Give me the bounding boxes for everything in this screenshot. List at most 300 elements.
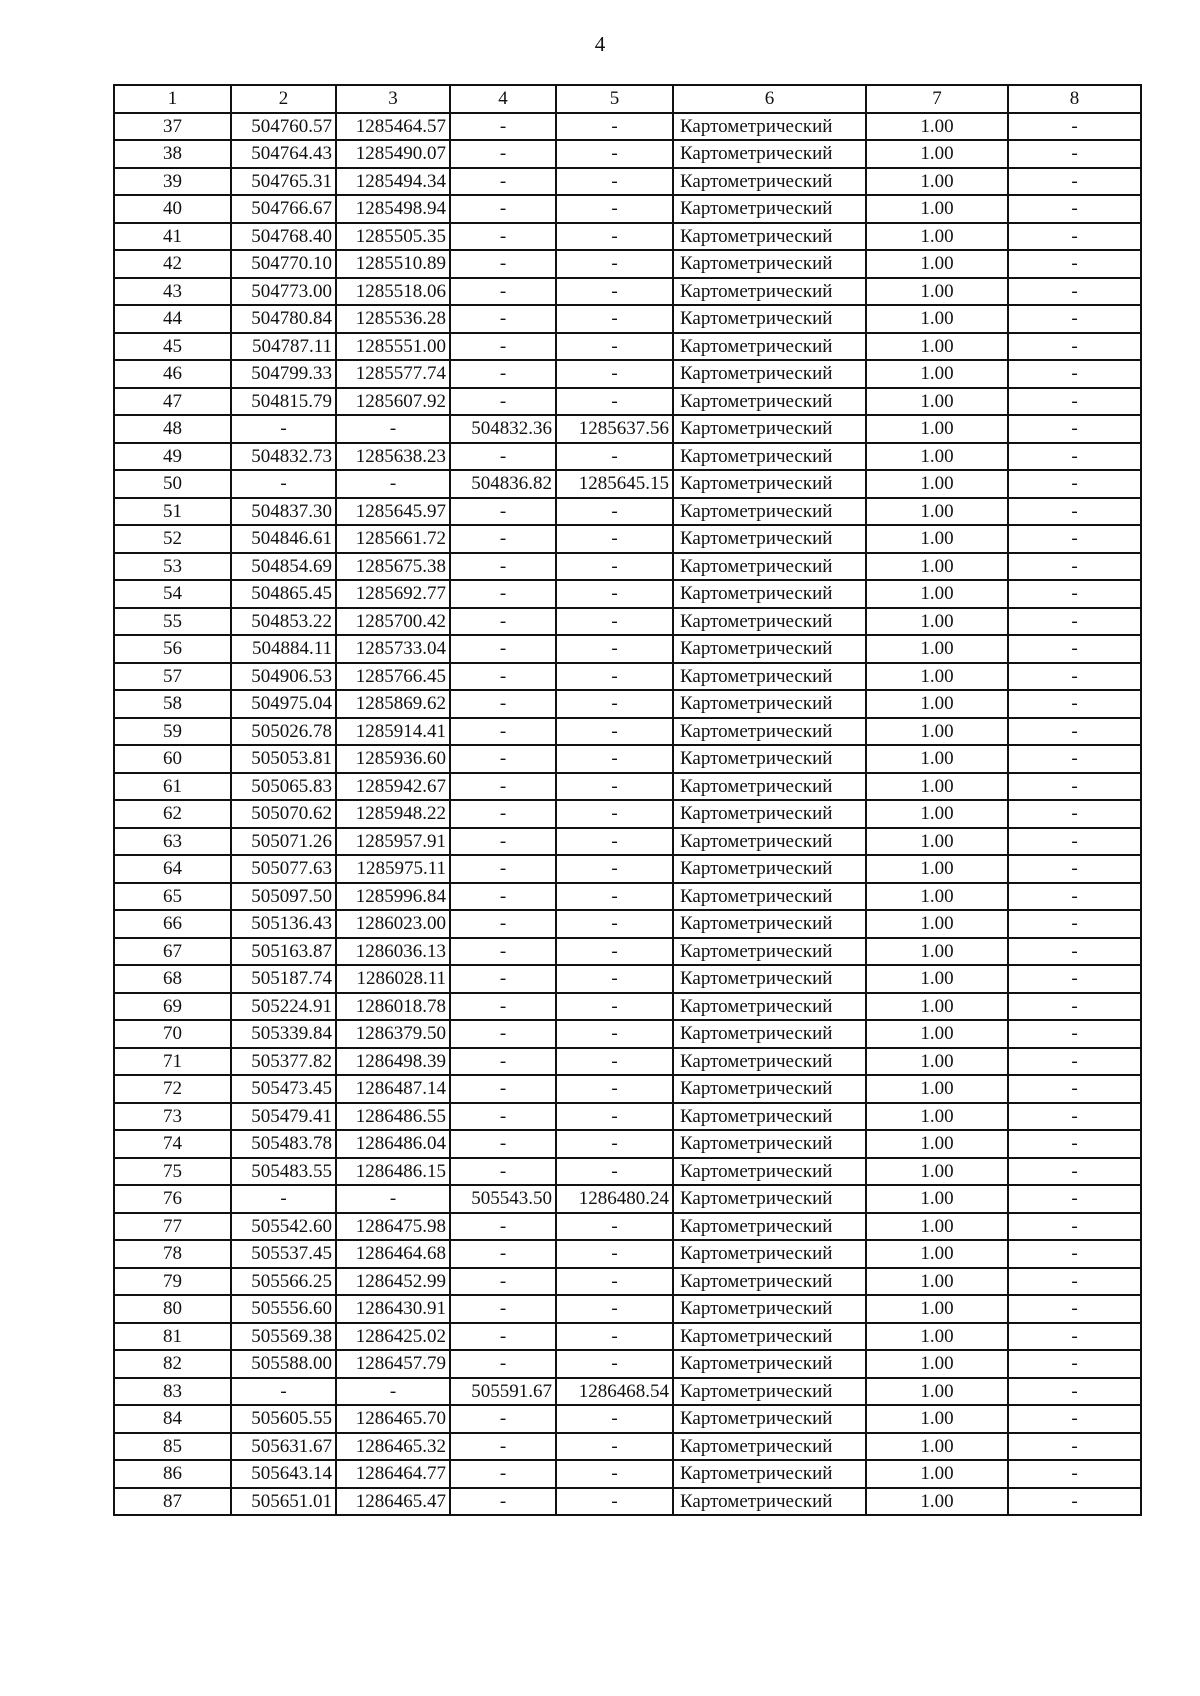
y-coordinate-cell: 1285975.11 [336,855,450,883]
note-cell: - [1008,525,1141,553]
method-cell: Картометрический [673,250,866,278]
table-row [114,1268,1141,1296]
accuracy-cell: 1.00 [866,1240,1008,1268]
y-coordinate-alt-cell: - [556,250,673,278]
x-coordinate-alt-cell: - [450,635,556,663]
y-coordinate-cell: 1286475.98 [336,1213,450,1241]
y-coordinate-alt-cell: - [556,800,673,828]
method-cell: Картометрический [673,1185,866,1213]
accuracy-cell: 1.00 [866,195,1008,223]
note-cell: - [1008,1488,1141,1516]
point-number-cell: 60 [114,745,231,773]
coordinates-table [113,84,1142,1516]
y-coordinate-alt-cell: - [556,1460,673,1488]
x-coordinate-alt-cell: - [450,388,556,416]
method-cell: Картометрический [673,855,866,883]
x-coordinate-alt-cell: - [450,938,556,966]
accuracy-cell: 1.00 [866,525,1008,553]
accuracy-cell: 1.00 [866,773,1008,801]
method-cell: Картометрический [673,1103,866,1131]
y-coordinate-cell: 1285510.89 [336,250,450,278]
y-coordinate-cell: 1285869.62 [336,690,450,718]
note-cell: - [1008,855,1141,883]
note-cell: - [1008,250,1141,278]
x-coordinate-cell: 505569.38 [231,1323,336,1351]
table-row [114,360,1141,388]
method-cell: Картометрический [673,360,866,388]
point-number-cell: 80 [114,1295,231,1323]
point-number-cell: 63 [114,828,231,856]
accuracy-cell: 1.00 [866,443,1008,471]
note-cell: - [1008,333,1141,361]
y-coordinate-cell: 1285505.35 [336,223,450,251]
method-cell: Картометрический [673,223,866,251]
x-coordinate-alt-cell: - [450,223,556,251]
x-coordinate-cell: 504975.04 [231,690,336,718]
x-coordinate-alt-cell: - [450,745,556,773]
table-row [114,278,1141,306]
y-coordinate-alt-cell: - [556,140,673,168]
y-coordinate-cell: 1286430.91 [336,1295,450,1323]
note-cell: - [1008,140,1141,168]
x-coordinate-cell: 505588.00 [231,1350,336,1378]
point-number-cell: 54 [114,580,231,608]
point-number-cell: 68 [114,965,231,993]
method-cell: Картометрический [673,305,866,333]
x-coordinate-alt-cell: - [450,1295,556,1323]
x-coordinate-alt-cell: - [450,278,556,306]
accuracy-cell: 1.00 [866,1075,1008,1103]
method-cell: Картометрический [673,553,866,581]
x-coordinate-alt-cell: - [450,1240,556,1268]
y-coordinate-alt-cell: - [556,1130,673,1158]
table-row [114,800,1141,828]
column-header-2: 2 [231,85,336,113]
y-coordinate-alt-cell: - [556,1240,673,1268]
y-coordinate-alt-cell: - [556,1323,673,1351]
x-coordinate-alt-cell: - [450,718,556,746]
y-coordinate-alt-cell: - [556,1158,673,1186]
point-number-cell: 41 [114,223,231,251]
point-number-cell: 43 [114,278,231,306]
accuracy-cell: 1.00 [866,498,1008,526]
note-cell: - [1008,1048,1141,1076]
x-coordinate-cell: 504768.40 [231,223,336,251]
x-coordinate-alt-cell: - [450,360,556,388]
table-row [114,883,1141,911]
point-number-cell: 40 [114,195,231,223]
x-coordinate-cell: 505566.25 [231,1268,336,1296]
note-cell: - [1008,745,1141,773]
x-coordinate-cell: 505053.81 [231,745,336,773]
accuracy-cell: 1.00 [866,1323,1008,1351]
x-coordinate-alt-cell: - [450,1488,556,1516]
x-coordinate-cell: 505631.67 [231,1433,336,1461]
y-coordinate-alt-cell: - [556,113,673,141]
note-cell: - [1008,1103,1141,1131]
y-coordinate-cell: 1286486.55 [336,1103,450,1131]
y-coordinate-alt-cell: - [556,910,673,938]
table-row [114,1323,1141,1351]
method-cell: Картометрический [673,800,866,828]
y-coordinate-alt-cell: - [556,305,673,333]
method-cell: Картометрический [673,388,866,416]
y-coordinate-cell: 1286018.78 [336,993,450,1021]
x-coordinate-alt-cell: - [450,1130,556,1158]
note-cell: - [1008,388,1141,416]
note-cell: - [1008,305,1141,333]
y-coordinate-cell: 1285498.94 [336,195,450,223]
accuracy-cell: 1.00 [866,140,1008,168]
table-row [114,1185,1141,1213]
method-cell: Картометрический [673,1130,866,1158]
y-coordinate-alt-cell: - [556,1350,673,1378]
x-coordinate-alt-cell: - [450,195,556,223]
table-header-row [114,85,1141,113]
note-cell: - [1008,415,1141,443]
note-cell: - [1008,278,1141,306]
note-cell: - [1008,223,1141,251]
note-cell: - [1008,1433,1141,1461]
method-cell: Картометрический [673,1350,866,1378]
point-number-cell: 74 [114,1130,231,1158]
y-coordinate-alt-cell: - [556,773,673,801]
accuracy-cell: 1.00 [866,113,1008,141]
note-cell: - [1008,608,1141,636]
x-coordinate-cell: 505479.41 [231,1103,336,1131]
note-cell: - [1008,663,1141,691]
accuracy-cell: 1.00 [866,1295,1008,1323]
x-coordinate-cell: 505651.01 [231,1488,336,1516]
point-number-cell: 37 [114,113,231,141]
x-coordinate-cell: 505483.78 [231,1130,336,1158]
method-cell: Картометрический [673,938,866,966]
y-coordinate-cell: 1285494.34 [336,168,450,196]
x-coordinate-alt-cell: - [450,1158,556,1186]
table-row [114,745,1141,773]
accuracy-cell: 1.00 [866,1433,1008,1461]
point-number-cell: 69 [114,993,231,1021]
y-coordinate-cell: 1286023.00 [336,910,450,938]
table-row [114,718,1141,746]
y-coordinate-alt-cell: - [556,1048,673,1076]
x-coordinate-alt-cell: - [450,113,556,141]
point-number-cell: 73 [114,1103,231,1131]
x-coordinate-cell: 505065.83 [231,773,336,801]
y-coordinate-alt-cell: - [556,608,673,636]
method-cell: Картометрический [673,1240,866,1268]
method-cell: Картометрический [673,1405,866,1433]
y-coordinate-alt-cell: - [556,938,673,966]
x-coordinate-alt-cell: 504836.82 [450,470,556,498]
x-coordinate-alt-cell: 504832.36 [450,415,556,443]
note-cell: - [1008,1378,1141,1406]
method-cell: Картометрический [673,580,866,608]
note-cell: - [1008,718,1141,746]
column-header-5: 5 [556,85,673,113]
y-coordinate-cell: 1286464.68 [336,1240,450,1268]
y-coordinate-cell: 1285700.42 [336,608,450,636]
y-coordinate-cell: 1285914.41 [336,718,450,746]
table-row [114,1048,1141,1076]
y-coordinate-cell: 1285661.72 [336,525,450,553]
table-row [114,1075,1141,1103]
accuracy-cell: 1.00 [866,250,1008,278]
y-coordinate-cell: 1285464.57 [336,113,450,141]
y-coordinate-cell: - [336,1378,450,1406]
y-coordinate-cell: 1285996.84 [336,883,450,911]
y-coordinate-cell: 1285551.00 [336,333,450,361]
x-coordinate-cell: 504906.53 [231,663,336,691]
x-coordinate-alt-cell: 505543.50 [450,1185,556,1213]
table-row [114,938,1141,966]
table-row [114,1213,1141,1241]
method-cell: Картометрический [673,993,866,1021]
page-number: 4 [594,32,606,56]
method-cell: Картометрический [673,773,866,801]
table-row [114,470,1141,498]
y-coordinate-cell: 1285766.45 [336,663,450,691]
method-cell: Картометрический [673,690,866,718]
x-coordinate-alt-cell: - [450,333,556,361]
y-coordinate-cell: 1285536.28 [336,305,450,333]
point-number-cell: 58 [114,690,231,718]
x-coordinate-alt-cell: - [450,1405,556,1433]
note-cell: - [1008,965,1141,993]
x-coordinate-cell: 504765.31 [231,168,336,196]
note-cell: - [1008,580,1141,608]
y-coordinate-alt-cell: - [556,278,673,306]
accuracy-cell: 1.00 [866,580,1008,608]
table-row [114,250,1141,278]
x-coordinate-cell: 505377.82 [231,1048,336,1076]
point-number-cell: 67 [114,938,231,966]
method-cell: Картометрический [673,1268,866,1296]
y-coordinate-alt-cell: - [556,525,673,553]
y-coordinate-cell: 1285638.23 [336,443,450,471]
x-coordinate-alt-cell: - [450,1103,556,1131]
method-cell: Картометрический [673,195,866,223]
accuracy-cell: 1.00 [866,1460,1008,1488]
note-cell: - [1008,828,1141,856]
method-cell: Картометрический [673,1048,866,1076]
y-coordinate-alt-cell: - [556,498,673,526]
note-cell: - [1008,443,1141,471]
accuracy-cell: 1.00 [866,360,1008,388]
table-row [114,828,1141,856]
method-cell: Картометрический [673,608,866,636]
table-row [114,1378,1141,1406]
method-cell: Картометрический [673,1158,866,1186]
note-cell: - [1008,470,1141,498]
x-coordinate-alt-cell: - [450,690,556,718]
point-number-cell: 49 [114,443,231,471]
method-cell: Картометрический [673,883,866,911]
x-coordinate-alt-cell: - [450,1020,556,1048]
y-coordinate-cell: 1286486.15 [336,1158,450,1186]
note-cell: - [1008,635,1141,663]
point-number-cell: 50 [114,470,231,498]
point-number-cell: 46 [114,360,231,388]
x-coordinate-alt-cell: - [450,855,556,883]
accuracy-cell: 1.00 [866,1185,1008,1213]
table-row [114,388,1141,416]
y-coordinate-cell: 1286036.13 [336,938,450,966]
x-coordinate-cell: 505187.74 [231,965,336,993]
note-cell: - [1008,1130,1141,1158]
point-number-cell: 70 [114,1020,231,1048]
table-row [114,855,1141,883]
y-coordinate-alt-cell: - [556,1213,673,1241]
accuracy-cell: 1.00 [866,305,1008,333]
accuracy-cell: 1.00 [866,828,1008,856]
y-coordinate-alt-cell: - [556,1488,673,1516]
point-number-cell: 84 [114,1405,231,1433]
point-number-cell: 71 [114,1048,231,1076]
x-coordinate-cell: 504773.00 [231,278,336,306]
method-cell: Картометрический [673,1378,866,1406]
x-coordinate-alt-cell: - [450,1433,556,1461]
accuracy-cell: 1.00 [866,690,1008,718]
method-cell: Картометрический [673,718,866,746]
point-number-cell: 83 [114,1378,231,1406]
method-cell: Картометрический [673,1295,866,1323]
y-coordinate-alt-cell: - [556,1433,673,1461]
note-cell: - [1008,1460,1141,1488]
table-row [114,168,1141,196]
note-cell: - [1008,195,1141,223]
column-header-1: 1 [114,85,231,113]
note-cell: - [1008,498,1141,526]
x-coordinate-alt-cell: - [450,250,556,278]
x-coordinate-cell: 505224.91 [231,993,336,1021]
table-row [114,1433,1141,1461]
accuracy-cell: 1.00 [866,1103,1008,1131]
accuracy-cell: 1.00 [866,993,1008,1021]
x-coordinate-alt-cell: - [450,140,556,168]
accuracy-cell: 1.00 [866,1350,1008,1378]
x-coordinate-cell: 504815.79 [231,388,336,416]
table-row [114,1295,1141,1323]
y-coordinate-cell: 1286028.11 [336,965,450,993]
x-coordinate-cell: 505537.45 [231,1240,336,1268]
x-coordinate-cell: - [231,415,336,443]
x-coordinate-alt-cell: - [450,773,556,801]
y-coordinate-alt-cell: - [556,1103,673,1131]
x-coordinate-cell: 505026.78 [231,718,336,746]
accuracy-cell: 1.00 [866,938,1008,966]
x-coordinate-cell: 505077.63 [231,855,336,883]
method-cell: Картометрический [673,1433,866,1461]
accuracy-cell: 1.00 [866,278,1008,306]
x-coordinate-alt-cell: - [450,1460,556,1488]
point-number-cell: 47 [114,388,231,416]
x-coordinate-cell: 505483.55 [231,1158,336,1186]
y-coordinate-cell: 1286465.47 [336,1488,450,1516]
accuracy-cell: 1.00 [866,415,1008,443]
y-coordinate-cell: 1286379.50 [336,1020,450,1048]
method-cell: Картометрический [673,965,866,993]
x-coordinate-alt-cell: - [450,663,556,691]
point-number-cell: 72 [114,1075,231,1103]
table-row [114,443,1141,471]
x-coordinate-alt-cell: - [450,498,556,526]
note-cell: - [1008,1075,1141,1103]
y-coordinate-cell: 1286486.04 [336,1130,450,1158]
y-coordinate-alt-cell: - [556,1295,673,1323]
x-coordinate-cell: 504854.69 [231,553,336,581]
table-row [114,1103,1141,1131]
y-coordinate-alt-cell: - [556,635,673,663]
x-coordinate-alt-cell: - [450,305,556,333]
accuracy-cell: 1.00 [866,1158,1008,1186]
x-coordinate-alt-cell: - [450,608,556,636]
accuracy-cell: 1.00 [866,470,1008,498]
accuracy-cell: 1.00 [866,388,1008,416]
accuracy-cell: 1.00 [866,333,1008,361]
y-coordinate-alt-cell: - [556,718,673,746]
accuracy-cell: 1.00 [866,1488,1008,1516]
y-coordinate-cell: - [336,415,450,443]
y-coordinate-cell: 1285936.60 [336,745,450,773]
table-row [114,965,1141,993]
x-coordinate-alt-cell: - [450,1075,556,1103]
x-coordinate-cell: 504766.67 [231,195,336,223]
note-cell: - [1008,553,1141,581]
table-row [114,608,1141,636]
y-coordinate-alt-cell: - [556,1075,673,1103]
y-coordinate-cell: 1286457.79 [336,1350,450,1378]
method-cell: Картометрический [673,745,866,773]
x-coordinate-alt-cell: - [450,168,556,196]
x-coordinate-cell: 505643.14 [231,1460,336,1488]
x-coordinate-cell: 504780.84 [231,305,336,333]
note-cell: - [1008,1185,1141,1213]
point-number-cell: 55 [114,608,231,636]
y-coordinate-cell: 1286487.14 [336,1075,450,1103]
column-header-6: 6 [673,85,866,113]
x-coordinate-cell: 504760.57 [231,113,336,141]
y-coordinate-alt-cell: - [556,333,673,361]
x-coordinate-cell: 504770.10 [231,250,336,278]
table-row [114,773,1141,801]
method-cell: Картометрический [673,635,866,663]
point-number-cell: 42 [114,250,231,278]
method-cell: Картометрический [673,828,866,856]
accuracy-cell: 1.00 [866,883,1008,911]
x-coordinate-cell: 505339.84 [231,1020,336,1048]
accuracy-cell: 1.00 [866,635,1008,663]
method-cell: Картометрический [673,443,866,471]
y-coordinate-alt-cell: - [556,195,673,223]
point-number-cell: 39 [114,168,231,196]
x-coordinate-alt-cell: - [450,883,556,911]
y-coordinate-cell: 1285675.38 [336,553,450,581]
y-coordinate-cell: 1286465.70 [336,1405,450,1433]
table-row [114,553,1141,581]
accuracy-cell: 1.00 [866,608,1008,636]
accuracy-cell: 1.00 [866,663,1008,691]
accuracy-cell: 1.00 [866,718,1008,746]
table-row [114,690,1141,718]
table-row [114,415,1141,443]
x-coordinate-alt-cell: - [450,993,556,1021]
point-number-cell: 65 [114,883,231,911]
accuracy-cell: 1.00 [866,1130,1008,1158]
y-coordinate-alt-cell: - [556,855,673,883]
note-cell: - [1008,1213,1141,1241]
point-number-cell: 76 [114,1185,231,1213]
